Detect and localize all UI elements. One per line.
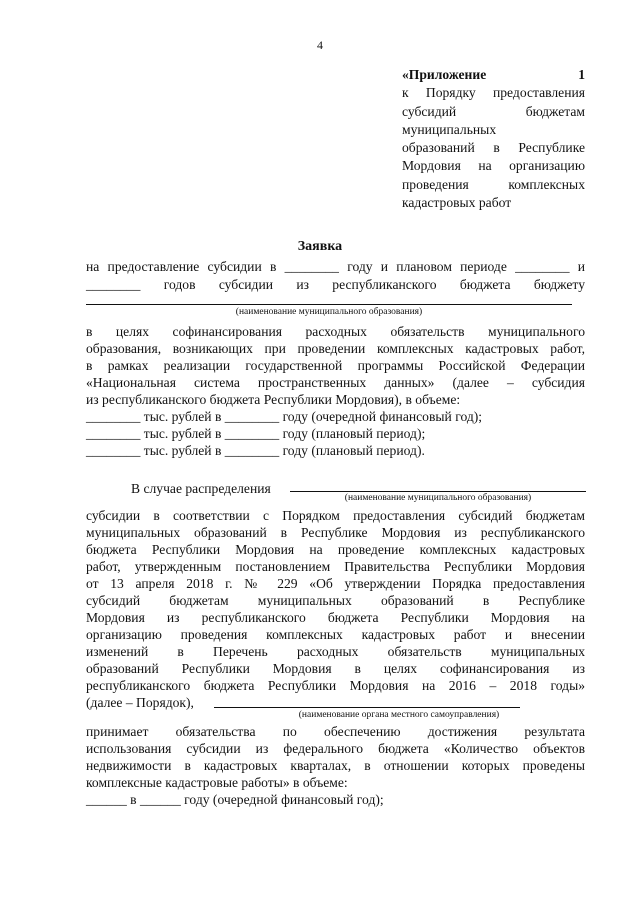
text-line: Мордовия из республиканского бюджета Республики Мордовия на: [86, 610, 585, 625]
text-line: субсидий бюджетам муниципальных образований в Республике: [86, 593, 585, 608]
distribution-label: В случае распределения: [131, 481, 271, 496]
document-heading: Заявка: [297, 239, 343, 254]
text-line: ________ тыс. рублей в ________ году (плановый период);: [86, 426, 426, 441]
text-line: субсидии в соответствии с Порядком предоставления субсидий бюджетам: [86, 508, 585, 523]
text-line: ________ годов субсидии из республиканского бюджета бюджету: [86, 277, 585, 292]
text-line: от 13 апреля 2018 г. № 229 «Об утверждении Порядка предоставления: [86, 576, 585, 591]
appendix-line: проведения комплексных: [402, 176, 585, 192]
text-line: в рамках реализации государственной программы Российской Федерации: [86, 358, 585, 373]
text-line: работ, утвержденным постановлением Правительства Республики Мордовия: [86, 559, 585, 574]
appendix-line: субсидий бюджетам: [402, 103, 585, 119]
text-line: из республиканского бюджета Республики Мордовия), в объеме:: [86, 392, 461, 407]
field-caption: (наименование муниципального образования): [235, 307, 423, 317]
text-line: комплексные кадастровые работы» в объеме:: [86, 775, 348, 790]
blank-line: [290, 491, 586, 492]
appendix-header: [402, 66, 585, 212]
appendix-line: Мордовия на организацию: [402, 158, 585, 174]
field-caption: (наименование органа местного самоуправления): [298, 710, 500, 720]
text-line: «Национальная система пространственных данных» (далее – субсидия: [86, 375, 585, 390]
appendix-title: «Приложение 1: [402, 67, 585, 82]
text-line: использования субсидии из федерального бюджета «Количество объектов: [86, 741, 585, 756]
text-line: изменений в Перечень расходных обязательств муниципальных: [86, 644, 585, 659]
text-line: организацию проведения комплексных кадастровых работ и внесении: [86, 627, 585, 642]
page-number: 4: [317, 38, 323, 52]
text-line: образования, возникающих при проведении комплексных кадастровых работ,: [86, 341, 585, 356]
text-line: ________ тыс. рублей в ________ году (очередной финансовый год);: [86, 409, 483, 424]
text-line: бюджета Республики Мордовия на проведение комплексных кадастровых: [86, 542, 585, 557]
blank-line: [86, 304, 572, 305]
text-line: недвижимости в кадастровых кварталах, в отношении которых проведены: [86, 758, 585, 773]
blank-line: [214, 707, 520, 708]
text-line: на предоставление субсидии в ________ году и плановом периоде ________ и: [86, 259, 585, 274]
text-line: ______ в ______ году (очередной финансовый год);: [86, 792, 384, 807]
text-line: муниципальных образований в Республике Мордовия из республиканского: [86, 525, 585, 540]
appendix-line: муниципальных: [402, 121, 497, 137]
text-line: ________ тыс. рублей в ________ году (плановый период).: [86, 443, 425, 458]
text-line: в целях софинансирования расходных обязательств муниципального: [86, 324, 585, 339]
field-caption: (наименование муниципального образования): [344, 493, 532, 503]
text-line: принимает обязательства по обеспечению достижения результата: [86, 724, 585, 739]
appendix-line: кадастровых работ: [402, 195, 512, 211]
text-line: республиканского бюджета Республики Мордовия на 2016 – 2018 годы»: [86, 678, 585, 693]
appendix-line: к Порядку предоставления: [402, 85, 585, 101]
text-line: образований Республики Мордовия в целях софинансирования из: [86, 661, 585, 676]
appendix-line: образований в Республике: [402, 140, 585, 156]
text-line: (далее – Порядок),: [86, 695, 194, 710]
